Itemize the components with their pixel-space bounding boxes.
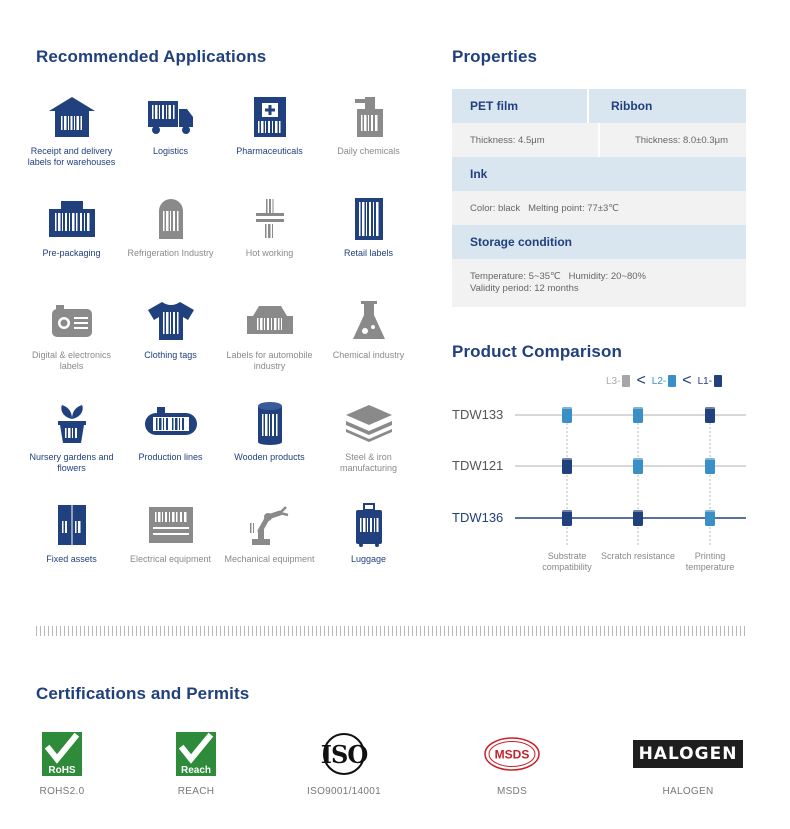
storage-header-row — [452, 225, 746, 259]
criterion-label: Printing temperature — [685, 551, 735, 572]
app-item — [319, 398, 418, 500]
cert-msds — [452, 730, 572, 797]
app-label: Digital & electronics labels — [31, 350, 112, 371]
app-label: Pre-packaging — [42, 248, 101, 258]
app-label: Production lines — [138, 452, 203, 462]
cert-label: MSDS — [496, 786, 528, 797]
level-marker-cap — [562, 458, 572, 460]
robot-arm-icon — [240, 500, 300, 550]
cert-rohs — [2, 730, 122, 797]
product-name: TDW133 — [452, 407, 504, 422]
app-label: Pharmaceuticals — [236, 146, 303, 156]
level-marker-cap — [705, 407, 715, 409]
level-marker — [562, 510, 572, 526]
msds-logo-icon — [482, 730, 542, 778]
ribbon-header: Ribbon — [611, 99, 653, 113]
properties-header-row — [452, 89, 746, 123]
product-name: TDW121 — [452, 458, 504, 473]
level-marker-cap — [633, 510, 643, 512]
app-label: Wooden products — [234, 452, 305, 462]
app-item — [22, 398, 121, 500]
app-item — [121, 194, 220, 296]
level-marker-cap — [633, 407, 643, 409]
app-item — [220, 194, 319, 296]
ink-header: Ink — [470, 167, 488, 181]
level-marker — [705, 407, 715, 423]
app-label: Fixed assets — [46, 554, 97, 564]
rohs-logo-text: RoHS — [48, 765, 76, 776]
app-item — [22, 194, 121, 296]
app-label: Daily chemicals — [337, 146, 400, 156]
retail-label-icon — [339, 194, 399, 244]
hot-working-icon — [240, 194, 300, 244]
reach-logo-text: Reach — [180, 765, 212, 776]
level-marker — [633, 407, 643, 423]
thickness-row — [452, 123, 746, 157]
level-marker — [633, 458, 643, 474]
plant-pot-icon — [42, 398, 102, 448]
app-item — [22, 296, 121, 398]
app-label: Steel & iron manufacturing — [339, 452, 398, 473]
truck-icon — [141, 92, 201, 142]
app-item — [319, 296, 418, 398]
app-item — [121, 92, 220, 194]
ink-row — [452, 191, 746, 225]
warehouse-icon — [42, 92, 102, 142]
app-label: Mechanical equipment — [224, 554, 315, 564]
car-icon — [240, 296, 300, 346]
properties-title: Properties — [452, 47, 538, 66]
rohs-logo-icon — [41, 730, 83, 778]
level-marker — [562, 407, 572, 423]
suitcase-icon — [339, 500, 399, 550]
certifications-title: Certifications and Permits — [36, 684, 250, 703]
app-item — [220, 92, 319, 194]
app-item — [220, 398, 319, 500]
app-label: Hot working — [245, 248, 294, 258]
app-label: Retail labels — [343, 248, 394, 258]
app-label: Luggage — [350, 554, 387, 564]
storage-header: Storage condition — [470, 235, 572, 249]
app-label: Chemical industry — [332, 350, 405, 360]
app-item — [22, 500, 121, 602]
cert-label: ISO9001/14001 — [307, 786, 381, 797]
legend-less-than: < — [636, 372, 646, 389]
app-label: Labels for automobile industry — [226, 350, 313, 371]
app-label: Clothing tags — [144, 350, 197, 360]
cert-label: HALOGEN — [662, 786, 714, 797]
comparison-title: Product Comparison — [452, 342, 622, 361]
legend-l2-label: L2- — [651, 375, 667, 387]
pharmacy-icon — [240, 92, 300, 142]
pet-film-thickness: Thickness: 4.5μm — [470, 134, 545, 146]
cert-iso — [284, 730, 404, 797]
tick-divider — [36, 626, 748, 636]
level-marker-cap — [633, 458, 643, 460]
applications-grid — [22, 92, 418, 602]
steel-plates-icon — [339, 398, 399, 448]
level-marker-cap — [562, 407, 572, 409]
reach-logo-icon — [175, 730, 217, 778]
storage-row — [452, 259, 746, 307]
legend-less-than: < — [682, 372, 692, 389]
properties-table — [452, 89, 746, 307]
level-marker-cap — [705, 510, 715, 512]
cabinet-icon — [42, 500, 102, 550]
applications-title: Recommended Applications — [36, 47, 267, 66]
app-item — [121, 500, 220, 602]
storage-values — [452, 271, 746, 295]
legend-l3-swatch — [622, 375, 630, 387]
halogen-logo-text: HALOGEN — [633, 740, 744, 768]
electrical-box-icon — [141, 500, 201, 550]
app-item — [220, 296, 319, 398]
legend-l1-swatch — [714, 375, 722, 387]
app-item — [121, 296, 220, 398]
level-marker — [633, 510, 643, 526]
package-icon — [42, 194, 102, 244]
refrigeration-icon — [141, 194, 201, 244]
msds-logo-text: MSDS — [494, 747, 530, 762]
ribbon-thickness: Thickness: 8.0±0.3μm — [634, 134, 728, 146]
app-item — [220, 500, 319, 602]
app-label: Electrical equipment — [129, 554, 212, 564]
level-marker-cap — [705, 458, 715, 460]
level-marker — [705, 510, 715, 526]
level-marker — [705, 458, 715, 474]
pet-film-header: PET film — [470, 99, 519, 113]
app-item — [22, 92, 121, 194]
camera-icon — [42, 296, 102, 346]
conveyor-icon — [141, 398, 201, 448]
product-name: TDW136 — [452, 510, 504, 525]
legend-l1-label: L1- — [697, 375, 713, 387]
log-icon — [240, 398, 300, 448]
criterion-label: Substrate compatibility — [542, 551, 592, 572]
halogen-logo-icon — [633, 730, 744, 778]
legend-l2-swatch — [668, 375, 676, 387]
storage-line-1: Temperature: 5~35℃ Humidity: 20~80% — [470, 271, 646, 282]
app-item — [319, 194, 418, 296]
app-label: Refrigeration Industry — [127, 248, 214, 258]
app-label: Nursery gardens and flowers — [29, 452, 114, 473]
cert-label: ROHS2.0 — [39, 786, 85, 797]
iso-logo-text: ISO — [320, 740, 368, 769]
criterion-label: Scratch resistance — [600, 551, 676, 561]
app-item — [319, 92, 418, 194]
tshirt-icon — [141, 296, 201, 346]
level-marker — [562, 458, 572, 474]
app-item — [319, 500, 418, 602]
iso-logo-icon — [312, 730, 376, 778]
ink-value: Color: black Melting point: 77±3℃ — [470, 202, 619, 214]
cert-halogen — [628, 730, 748, 797]
cert-label: REACH — [177, 786, 215, 797]
flask-icon — [339, 296, 399, 346]
level-legend — [606, 372, 722, 390]
level-marker-cap — [562, 510, 572, 512]
ink-header-row — [452, 157, 746, 191]
chemical-bottle-icon — [339, 92, 399, 142]
cert-reach — [136, 730, 256, 797]
app-item — [121, 398, 220, 500]
app-label: Logistics — [152, 146, 188, 156]
legend-l3-label: L3- — [606, 375, 621, 387]
app-label: Receipt and delivery labels for warehouses — [27, 146, 116, 167]
storage-line-2: Validity period: 12 months — [470, 283, 579, 294]
